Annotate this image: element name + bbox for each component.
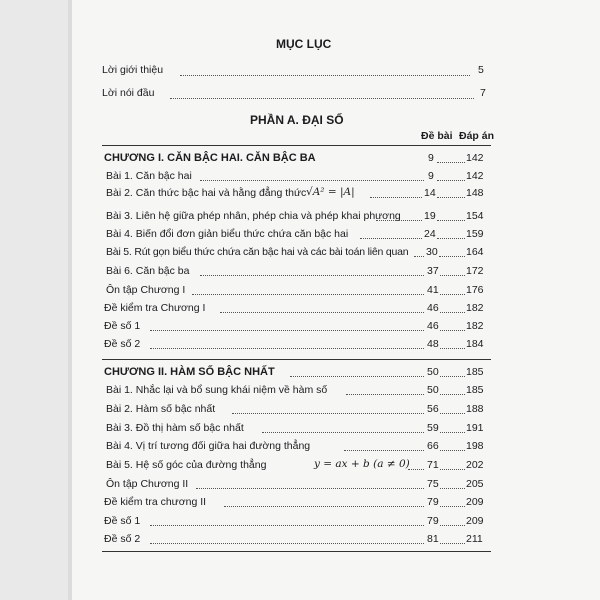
leader-dots — [180, 75, 470, 76]
leader-dots — [196, 488, 424, 489]
leader-dots — [200, 275, 424, 276]
toc-item-ex: 46 — [427, 320, 439, 332]
toc-item-ex: 30 — [426, 246, 438, 258]
toc-item-label: Đề số 2 — [104, 338, 141, 350]
toc-item-ans: 188 — [466, 403, 484, 415]
leader-dots — [290, 376, 424, 377]
toc-item-ans: 211 — [466, 533, 483, 545]
toc-item-ex: 14 — [424, 187, 436, 199]
front-item-page: 7 — [480, 87, 486, 99]
toc-item-ex: 19 — [424, 210, 436, 222]
toc-item-ex: 48 — [427, 338, 439, 350]
leader-dots — [440, 413, 465, 414]
leader-dots — [440, 394, 465, 395]
leader-dots — [262, 432, 424, 433]
toc-item-label: Bài 3. Liên hệ giữa phép nhân, phép chia và phép khai phương — [106, 210, 401, 222]
toc-title: MỤC LỤC — [276, 37, 332, 51]
toc-item-ans: 148 — [466, 187, 484, 199]
leader-dots — [414, 256, 424, 257]
front-item-label: Lời nói đầu — [102, 87, 155, 99]
chapter-rule — [102, 359, 491, 360]
leader-dots — [440, 330, 465, 331]
toc-item-ex: 56 — [427, 403, 439, 415]
chapter-ans-page: 185 — [466, 366, 484, 378]
chapter-ans-page: 142 — [466, 152, 484, 164]
leader-dots — [170, 98, 474, 99]
chapter-ex-page: 9 — [428, 152, 434, 164]
toc-item-ex: 9 — [428, 170, 434, 182]
toc-item-ans: 164 — [466, 246, 484, 258]
leader-dots — [440, 376, 465, 377]
toc-item-ex: 66 — [427, 440, 439, 452]
header-rule — [102, 145, 491, 146]
toc-item-ans: 209 — [466, 496, 484, 508]
leader-dots — [440, 450, 465, 451]
toc-item-label: Bài 4. Biến đổi đơn giản biểu thức chứa căn bậc hai — [106, 228, 349, 240]
leader-dots — [440, 525, 465, 526]
leader-dots — [220, 312, 424, 313]
toc-item-ex: 50 — [427, 384, 439, 396]
toc-item-ex: 75 — [427, 478, 439, 490]
leader-dots — [437, 220, 465, 221]
front-item-page: 5 — [478, 64, 484, 76]
toc-item-ex: 79 — [427, 515, 439, 527]
toc-item-label: Bài 1. Căn bậc hai — [106, 170, 192, 182]
toc-item-label: Đề số 2 — [104, 533, 141, 545]
leader-dots — [437, 180, 465, 181]
toc-item-label: Bài 5. Hệ số góc của đường thẳng — [106, 459, 267, 471]
leader-dots — [150, 348, 424, 349]
leader-dots — [440, 312, 465, 313]
toc-item-ans: 209 — [466, 515, 484, 527]
leader-dots — [408, 469, 424, 470]
toc-item-ex: 81 — [427, 533, 439, 545]
toc-item-label: Ôn tập Chương I — [106, 284, 186, 296]
toc-item-label: Bài 4. Vị trí tương đối giữa hai đường thẳng — [106, 440, 311, 452]
leader-dots — [192, 294, 424, 295]
toc-item-label: Đề kiểm tra chương II — [104, 496, 207, 508]
toc-item-ans: 182 — [466, 320, 484, 332]
chapter-title: CHƯƠNG I. CĂN BẬC HAI. CĂN BẬC BA — [104, 152, 316, 164]
leader-dots — [150, 330, 424, 331]
leader-dots — [224, 506, 424, 507]
toc-item-ex: 24 — [424, 228, 436, 240]
leader-dots — [440, 543, 465, 544]
leader-dots — [440, 469, 465, 470]
toc-item-label: Đề số 1 — [104, 320, 141, 332]
leader-dots — [200, 180, 424, 181]
toc-item-ans: 202 — [466, 459, 484, 471]
toc-item-ans: 172 — [466, 265, 484, 277]
col-header-exercises: Đề bài — [421, 130, 453, 142]
leader-dots — [440, 488, 465, 489]
toc-item-ans: 198 — [466, 440, 484, 452]
chapter-title: CHƯƠNG II. HÀM SỐ BẬC NHẤT — [104, 366, 275, 378]
toc-item-ans: 154 — [466, 210, 484, 222]
leader-dots — [346, 394, 424, 395]
leader-dots — [437, 197, 465, 198]
toc-item-ans: 159 — [466, 228, 484, 240]
toc-item-ans: 191 — [466, 422, 484, 434]
leader-dots — [232, 413, 424, 414]
toc-item-label: Ôn tập Chương II — [106, 478, 189, 490]
toc-item-ex: 59 — [427, 422, 439, 434]
leader-dots — [440, 432, 465, 433]
toc-item-ans: 182 — [466, 302, 484, 314]
toc-item-ex: 71 — [427, 459, 439, 471]
leader-dots — [360, 238, 422, 239]
toc-item-ans: 205 — [466, 478, 484, 490]
toc-item-ex: 37 — [427, 265, 439, 277]
toc-item-ans: 185 — [466, 384, 484, 396]
col-header-answers: Đáp án — [459, 130, 495, 142]
toc-item-ex: 46 — [427, 302, 439, 314]
chapter-rule — [102, 551, 491, 552]
toc-item-label: Bài 3. Đồ thị hàm số bậc nhất — [106, 422, 244, 434]
toc-item-ex: 79 — [427, 496, 439, 508]
formula-linear: y = ax + b (a ≠ 0) — [314, 458, 410, 470]
leader-dots — [439, 256, 465, 257]
part-title: PHẦN A. ĐẠI SỐ — [250, 113, 344, 127]
leader-dots — [440, 506, 465, 507]
leader-dots — [437, 238, 465, 239]
leader-dots — [344, 450, 424, 451]
chapter-ex-page: 50 — [427, 366, 439, 378]
toc-item-ex: 41 — [427, 284, 439, 296]
front-item-label: Lời giới thiệu — [102, 64, 164, 76]
toc-item-ans: 176 — [466, 284, 484, 296]
toc-item-label: Bài 6. Căn bậc ba — [106, 265, 190, 277]
toc-item-label: Bài 5. Rút gọn biểu thức chứa căn bậc hai và các bài toán liên quan — [106, 246, 409, 258]
formula-sqrt-a-squared: √A² = |A| — [306, 186, 355, 198]
leader-dots — [376, 220, 422, 221]
toc-item-ans: 142 — [466, 170, 484, 182]
leader-dots — [440, 275, 465, 276]
leader-dots — [437, 162, 465, 163]
toc-item-label: Bài 2. Hàm số bậc nhất — [106, 403, 216, 415]
leader-dots — [440, 348, 465, 349]
toc-item-ans: 184 — [466, 338, 484, 350]
toc-item-label: Bài 1. Nhắc lại và bổ sung khái niệm về hàm số — [106, 384, 328, 396]
toc-item-label: Đề số 1 — [104, 515, 141, 527]
leader-dots — [370, 197, 422, 198]
leader-dots — [150, 543, 424, 544]
toc-item-label: Đề kiểm tra Chương I — [104, 302, 206, 314]
leader-dots — [150, 525, 424, 526]
toc-item-label: Bài 2. Căn thức bậc hai và hằng đẳng thức — [106, 187, 307, 199]
leader-dots — [440, 294, 465, 295]
